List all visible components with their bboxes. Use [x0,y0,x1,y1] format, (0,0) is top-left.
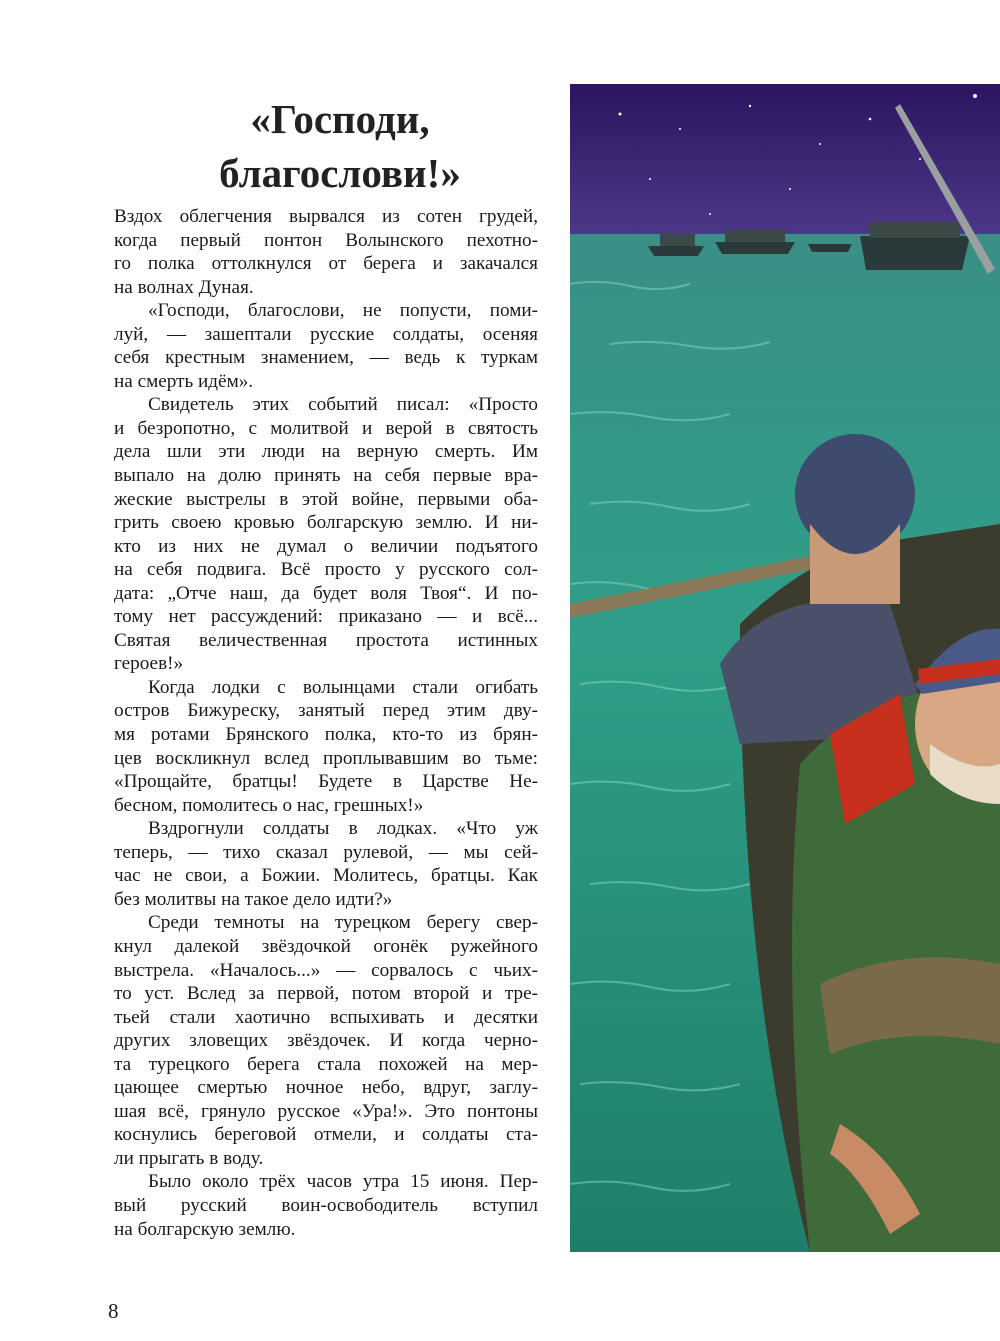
title-line: благослови!» [219,150,461,196]
text-line: и безропотно, с молитвой и верой в святость [114,417,538,439]
text-line: выстрела. «Началось...» — сорвалось с чьих- [114,959,538,981]
text-line: кнул далекой звёздочкой огонёк ружейного [114,935,538,957]
text-line: «Прощайте, братцы! Будете в Царстве Не- [114,771,538,793]
text-line: тому нет рассуждений: приказано — и всё... [114,606,538,628]
text-line: жеские выстрелы в этой войне, первыми оба- [114,488,538,510]
text-line: Свидетель этих событий писал: «Просто [148,394,538,416]
text-line: «Господи, благослови, не попусти, поми- [148,300,538,322]
text-line: других зловещих звёздочек. И когда черно- [114,1030,538,1052]
text-line: на болгарскую землю. [114,1218,296,1240]
text-line: героев!» [114,653,184,675]
text-line: та турецкого берега стала похожей на мер- [114,1053,538,1075]
text-line: без молитвы на такое дело идти?» [114,888,393,910]
text-line: остров Бижуреску, занятый перед этим дву- [114,700,538,722]
text-line: Когда лодки с волынцами стали огибать [148,676,538,698]
text-line: Святая величественная простота истинных [114,629,538,651]
text-line: на себя подвига. Всё просто у русского сол- [114,559,538,581]
text-line: Среди темноты на турецком берегу свер- [148,912,538,934]
text-line: час не свои, а Божии. Молитесь, братцы. Как [114,865,538,887]
text-line: шая всё, грянуло русское «Ура!». Это понтоны [114,1100,538,1122]
text-line: выпало на долю принять на себя первые вра- [114,465,538,487]
text-line: кто из них не думал о величии подъятого [114,535,538,557]
text-line: вый русский воин-освободитель вступил [114,1194,538,1216]
text-line: на смерть идём». [114,370,254,392]
text-line: грить своею кровью болгарскую землю. И ни- [114,512,538,534]
text-line: мя ротами Брянского полка, кто-то из брян- [114,724,538,746]
text-line: ли прыгать в воду. [114,1147,264,1169]
page-title [150,92,530,200]
illustration [570,84,1000,1252]
text-line: тьей стали хаотично вспыхивать и десятки [114,1006,538,1028]
text-line: дела шли эти люди на верную смерть. Им [114,441,538,463]
body-text [114,205,538,1241]
text-line: коснулись береговой отмели, и солдаты ста- [114,1124,538,1146]
text-line: то уст. Вслед за первой, потом второй и тре- [114,983,538,1005]
text-line: теперь, — тихо сказал рулевой, — мы сей- [114,841,538,863]
page-number: 8 [108,1299,119,1323]
text-line: Вздрогнули солдаты в лодках. «Что уж [148,818,538,840]
text-line: цев воскликнул вслед проплывавшим во тьме: [114,747,538,769]
text-line: на волнах Дуная. [114,276,254,298]
text-line: луй, — зашептали русские солдаты, осеняя [114,323,538,345]
text-line: когда первый понтон Волынского пехотно- [114,229,538,251]
night-river-crossing-painting [570,84,1000,1252]
text-line: го полка оттолкнулся от берега и закачался [114,253,538,275]
title-line: «Господи, [250,96,430,142]
text-line: дата: „Отче наш, да будет воля Твоя“. И по- [114,582,538,604]
text-line: цающее смертью ночное небо, вдруг, заглу- [114,1077,538,1099]
text-line: бесном, помолитесь о нас, грешных!» [114,794,424,816]
text-line: Вздох облегчения вырвался из сотен грудей, [114,206,538,227]
text-line: себя крестным знамением, — ведь к туркам [114,347,538,369]
sky [570,84,1000,244]
text-line: Было около трёх часов утра 15 июня. Пер- [148,1171,538,1193]
